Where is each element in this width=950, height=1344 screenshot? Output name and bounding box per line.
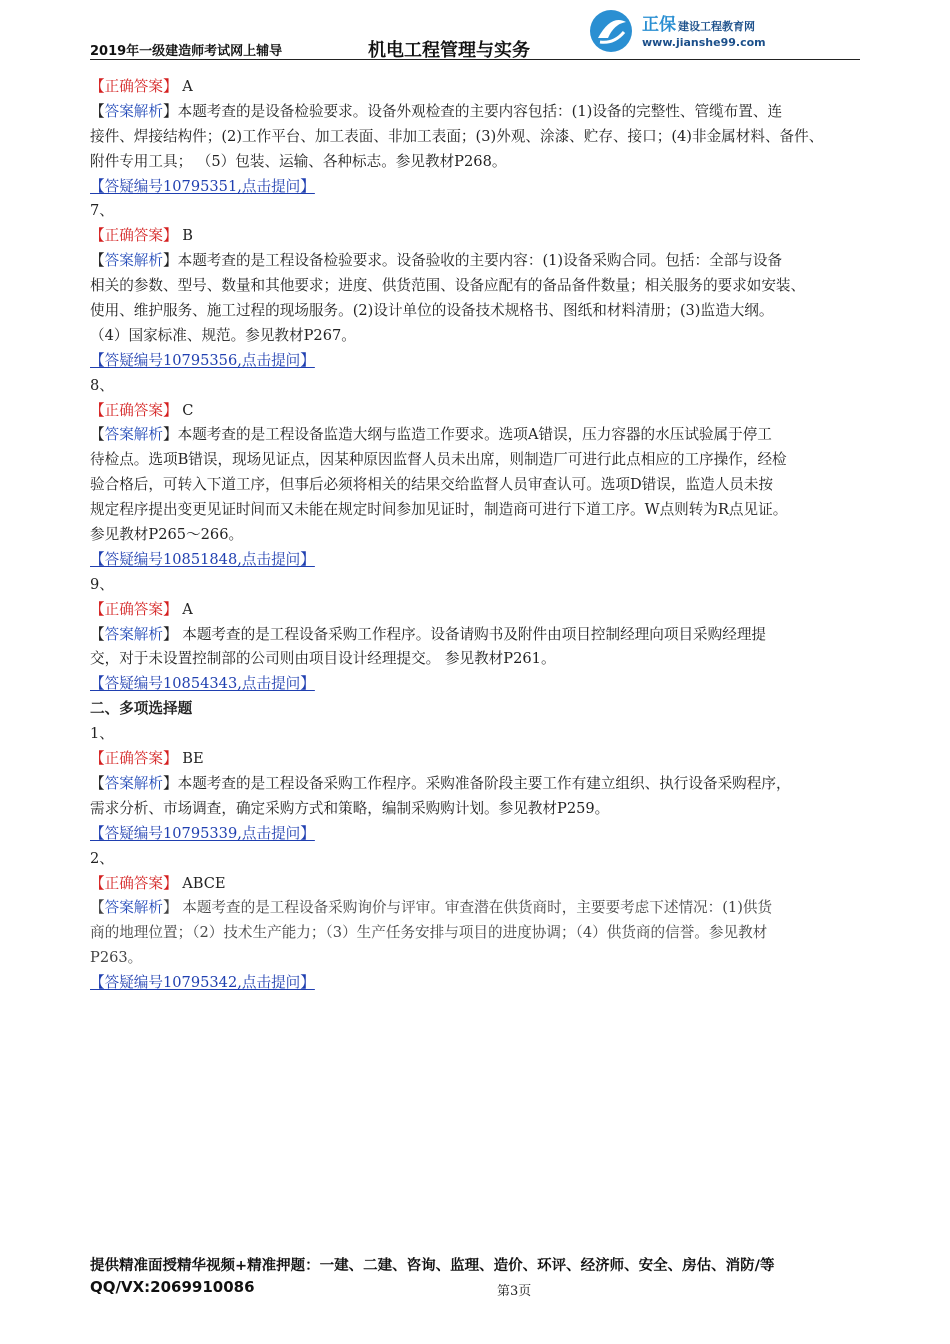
analysis-text: 本题考查的是设备检验要求。设备外观检查的主要内容包括：(1)设备的完整性、管缆布置、连 bbox=[177, 102, 783, 120]
analysis-text: 交，对于未设置控制部的公司则由项目设计经理提交。 参见教材P261。 bbox=[90, 650, 556, 668]
answer-line bbox=[90, 399, 865, 424]
subject-title: 机电工程管理与实务 bbox=[368, 40, 530, 61]
analysis-text: 本题考查的是工程设备检验要求。设备验收的主要内容：(1)设备采购合同。包括：全部与设备 bbox=[177, 252, 783, 270]
answer-label: 【正确答案】 bbox=[90, 874, 178, 892]
question-number: 8、 bbox=[90, 376, 114, 394]
logo-brand-sub: 建设工程教育网 bbox=[678, 20, 755, 33]
analysis-text: 本题考查的是工程设备采购询价与评审。审查潜在供货商时，主要要考虑下述情况：(1)供货 bbox=[177, 899, 773, 917]
answer-label: 【正确答案】 bbox=[90, 750, 178, 768]
answer-label: 【正确答案】 bbox=[90, 600, 178, 618]
question-link[interactable]: 【答疑编号10795356,点击提问】 bbox=[90, 351, 315, 369]
analysis-text: 验合格后，可转入下道工序，但事后必须将相关的结果交给监督人员审查认可。选项D错误，监造人员未按 bbox=[90, 476, 774, 494]
question-link[interactable]: 【答疑编号10795342,点击提问】 bbox=[90, 974, 315, 992]
answer-line bbox=[90, 224, 865, 249]
answer-value: ABCE bbox=[182, 874, 226, 892]
analysis-text: 本题考查的是工程设备采购工作程序。设备请购书及附件由项目控制经理向项目采购经理提 bbox=[177, 625, 767, 643]
analysis-text: 相关的参数、型号、数量和其他要求；进度、供货范围、设备应配有的备品备件数量；相关服务的要求如安装、 bbox=[90, 277, 806, 295]
analysis-text: 规定程序提出变更见证时间而又未能在规定时间参加见证时，制造商可进行下道工序。W点则转为R点见证。 bbox=[90, 501, 788, 519]
analysis-text: 需求分析、市场调查，确定采购方式和策略，编制采购购计划。参见教材P259。 bbox=[90, 799, 610, 817]
answer-label: 【正确答案】 bbox=[90, 401, 178, 419]
logo-url: www.jianshe99.com bbox=[642, 36, 766, 49]
footer-contact: QQ/VX:2069910086 bbox=[90, 1278, 255, 1296]
analysis-label: 答案解析 bbox=[104, 774, 163, 792]
analysis-text: 附件专用工具； （5）包装、运输、各种标志。参见教材P268。 bbox=[90, 152, 507, 170]
analysis-label: 答案解析 bbox=[104, 625, 163, 643]
question-link[interactable]: 【答疑编号10795351,点击提问】 bbox=[90, 177, 315, 195]
answer-line bbox=[90, 598, 865, 623]
analysis-text: 使用、维护服务、施工过程的现场服务。(2)设计单位的设备技术规格书、图纸和材料清册；(3)监造大纲。 bbox=[90, 302, 774, 320]
exam-title: 2019年一级建造师考试网上辅导 bbox=[90, 44, 283, 59]
analysis-line: 【答案解析】本题考查的是工程设备监造大纲与监造工作要求。选项A错误，压力容器的水压试验属于停工 bbox=[90, 426, 772, 444]
answer-value: A bbox=[182, 600, 193, 618]
analysis-line: 【答案解析】 本题考查的是工程设备采购询价与评审。审查潜在供货商时，主要要考虑下述情况：(1)供货 bbox=[90, 899, 773, 917]
question-number: 2、 bbox=[90, 849, 114, 867]
question-link[interactable]: 【答疑编号10851848,点击提问】 bbox=[90, 550, 315, 568]
answer-value: B bbox=[182, 227, 193, 245]
footer-promo: 提供精准面授精华视频+精准押题：一建、二建、咨询、监理、造价、环评、经济师、安全、房估、消防/等 bbox=[90, 1258, 775, 1274]
analysis-text: 接件、焊接结构件；(2)工作平台、加工表面、非加工表面；(3)外观、涂漆、贮存、接口；(4)非金属材料、备件、 bbox=[90, 127, 824, 145]
page-number: 第3页 bbox=[497, 1284, 532, 1299]
analysis-text: 本题考查的是工程设备采购工作程序。采购准备阶段主要工作有建立组织、执行设备采购程序， bbox=[177, 774, 791, 792]
brand-logo bbox=[588, 6, 778, 56]
question-number: 9、 bbox=[90, 575, 114, 593]
question-link[interactable]: 【答疑编号10795339,点击提问】 bbox=[90, 824, 315, 842]
answer-content bbox=[90, 75, 865, 996]
logo-brand-name: 正保 bbox=[642, 15, 676, 35]
answer-value: BE bbox=[182, 750, 204, 768]
logo-mark-icon bbox=[588, 8, 634, 54]
analysis-text: 参见教材P265～266。 bbox=[90, 526, 244, 544]
answer-line bbox=[90, 747, 865, 772]
question-number: 1、 bbox=[90, 725, 114, 743]
answer-line bbox=[90, 872, 865, 897]
analysis-line: 【答案解析】本题考查的是设备检验要求。设备外观检查的主要内容包括：(1)设备的完整性、管缆布置、连 bbox=[90, 102, 783, 120]
answer-line bbox=[90, 75, 865, 100]
question-link[interactable]: 【答疑编号10854343,点击提问】 bbox=[90, 675, 315, 693]
question-number: 7、 bbox=[90, 202, 114, 220]
analysis-line: 【答案解析】本题考查的是工程设备采购工作程序。采购准备阶段主要工作有建立组织、执行设备采购程序， bbox=[90, 774, 791, 792]
page-header bbox=[90, 0, 860, 60]
section-title: 二、多项选择题 bbox=[90, 700, 193, 718]
analysis-label: 答案解析 bbox=[104, 899, 163, 917]
header-divider bbox=[90, 59, 860, 60]
analysis-text: 商的地理位置；（2）技术生产能力；（3）生产任务安排与项目的进度协调；（4）供货商的信誉。参见教材 bbox=[90, 924, 768, 942]
analysis-text: （4）国家标准、规范。参见教材P267。 bbox=[90, 326, 356, 344]
analysis-line: 【答案解析】 本题考查的是工程设备采购工作程序。设备请购书及附件由项目控制经理向项目采购经理提 bbox=[90, 625, 767, 643]
analysis-label: 答案解析 bbox=[104, 102, 163, 120]
analysis-line: 【答案解析】本题考查的是工程设备检验要求。设备验收的主要内容：(1)设备采购合同。包括：全部与设备 bbox=[90, 252, 783, 270]
analysis-label: 答案解析 bbox=[104, 426, 163, 444]
answer-label: 【正确答案】 bbox=[90, 78, 178, 95]
analysis-text: 待检点。选项B错误，现场见证点，因某种原因监督人员未出席，则制造厂可进行此点相应的工序操作，经检 bbox=[90, 451, 787, 469]
answer-label: 【正确答案】 bbox=[90, 227, 178, 245]
analysis-text: 本题考查的是工程设备监造大纲与监造工作要求。选项A错误，压力容器的水压试验属于停工 bbox=[177, 426, 772, 444]
analysis-label: 答案解析 bbox=[104, 252, 163, 270]
analysis-text: P263。 bbox=[90, 949, 143, 967]
answer-value: A bbox=[182, 78, 193, 95]
answer-value: C bbox=[182, 401, 194, 419]
